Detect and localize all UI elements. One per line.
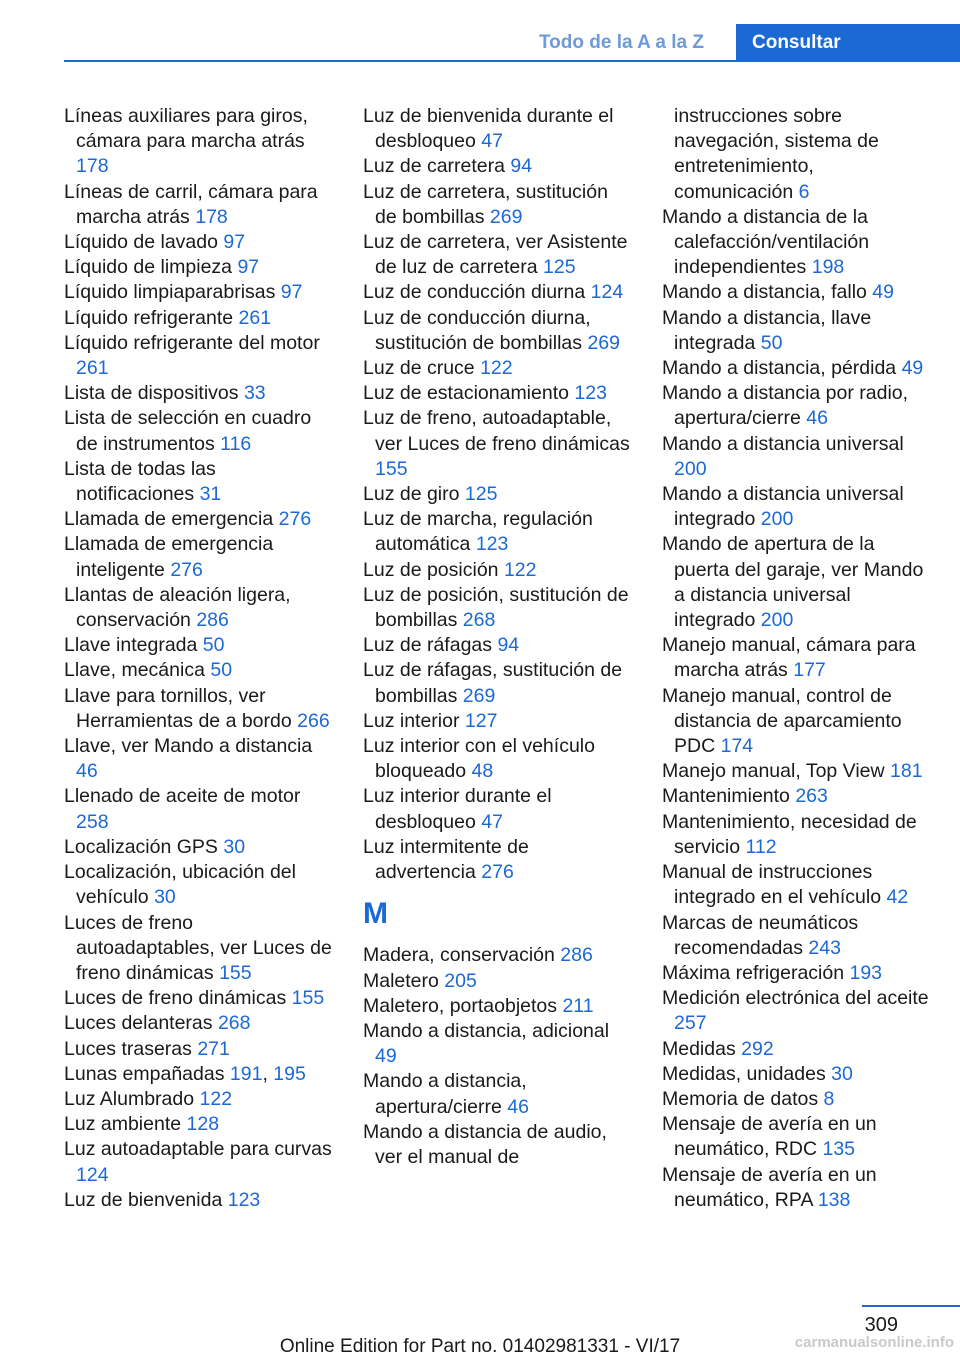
index-entry (363, 633, 635, 658)
index-column-3 (662, 104, 934, 1213)
entry-text: Luz de carretera, sustitución de bombillas (363, 180, 608, 228)
page-link[interactable]: 50 (760, 331, 783, 354)
page-link[interactable]: 181 (890, 760, 923, 783)
entry-text: Mando a distancia, apertura/cierre (363, 1070, 527, 1118)
entry-text: Líquido refrigerante del motor (64, 331, 320, 354)
entry-text: Localización, ubicación del vehículo (64, 861, 296, 909)
page-link[interactable]: 261 (76, 357, 109, 380)
page-link[interactable]: 257 (674, 1012, 707, 1035)
entry-text: Llave para tornillos, ver Herramientas de a bordo (64, 684, 292, 732)
index-entry (662, 1163, 934, 1213)
footer-rule (862, 1305, 960, 1307)
page-link[interactable]: 177 (793, 659, 826, 682)
entry-text: Luz autoadaptable para curvas (64, 1138, 332, 1161)
page-link[interactable]: 31 (199, 483, 222, 506)
entry-text: Mando a distancia, fallo (662, 281, 867, 304)
index-entry (64, 1112, 336, 1137)
index-entry (662, 759, 934, 784)
entry-text: Mantenimiento, necesidad de servicio (662, 810, 917, 858)
entry-text: Luz intermitente de advertencia (363, 835, 529, 884)
index-entry (363, 734, 635, 784)
index-entry (662, 280, 934, 305)
index-entry (662, 306, 934, 356)
index-entry (64, 507, 336, 532)
entry-text: Líquido de lavado (64, 231, 218, 254)
index-entry (363, 306, 635, 356)
entry-text: Luz interior (363, 709, 460, 732)
entry-text: Luz de conducción diurna (363, 281, 586, 304)
entry-text: Mando a distancia de audio, ver el manual de (363, 1120, 607, 1168)
page-link[interactable]: 122 (480, 357, 513, 380)
entry-text: Luces delanteras (64, 1012, 213, 1035)
page-link[interactable]: 30 (223, 835, 246, 858)
page-link[interactable]: 286 (560, 944, 593, 967)
entry-text: Luz de posición (363, 558, 499, 581)
page-link[interactable]: 46 (806, 407, 828, 430)
page-link[interactable]: 97 (237, 256, 260, 279)
index-entry-continued (662, 104, 934, 205)
index-entry (363, 356, 635, 381)
index-entry (363, 230, 635, 280)
page-link[interactable]: 123 (227, 1188, 261, 1211)
index-entry (363, 558, 635, 583)
page-link[interactable]: 195 (273, 1062, 306, 1085)
entry-text: Luz de posición, sustitución de bombillas (363, 583, 629, 632)
entry-text: Maletero, portaobjetos (363, 994, 558, 1017)
entry-text: Líneas auxiliares para giros, cámara para marcha atrás (64, 105, 308, 153)
edition-note: Online Edition for Part no. 01402981331 - VI/17 (279, 1336, 681, 1357)
page-link[interactable]: 49 (375, 1045, 397, 1068)
page-link[interactable]: 128 (186, 1113, 220, 1136)
index-entry (64, 658, 336, 683)
index-entry (64, 255, 336, 280)
entry-text: Manejo manual, cámara para marcha atrás (662, 634, 916, 682)
entry-text: Luz de carretera, ver Asistente de luz de carretera (363, 231, 628, 279)
entry-text: Manejo manual, Top View (662, 760, 885, 783)
index-entry (64, 381, 336, 406)
page-link[interactable]: 48 (471, 760, 494, 783)
page-link[interactable]: 261 (238, 306, 272, 329)
index-entry (363, 1069, 635, 1119)
entry-text: Luz de carretera (363, 155, 505, 178)
page-link[interactable]: 269 (587, 331, 620, 354)
page-link[interactable]: 266 (297, 709, 330, 732)
index-entry (64, 911, 336, 987)
page-link[interactable]: 30 (831, 1062, 853, 1085)
index-entry (64, 306, 336, 331)
entry-list (64, 104, 336, 1213)
entry-text: Mando a distancia universal (662, 432, 904, 455)
entry-text: Luces traseras (64, 1037, 192, 1060)
page-link[interactable]: 200 (760, 508, 794, 531)
page-link[interactable]: 155 (375, 457, 408, 480)
entry-text: Luces de freno autoadaptables, ver Luces de freno dinámicas (64, 911, 332, 984)
page-link[interactable]: 211 (562, 994, 594, 1017)
index-entry (662, 356, 934, 381)
page-link[interactable]: 124 (590, 281, 624, 304)
index-entry (662, 684, 934, 760)
index-entry (363, 280, 635, 305)
index-entry (363, 482, 635, 507)
page-link[interactable]: 122 (199, 1087, 233, 1110)
page-link[interactable]: 125 (543, 256, 576, 279)
page-link[interactable]: 263 (795, 785, 828, 808)
page-link[interactable]: 178 (195, 205, 228, 228)
page-link[interactable]: 200 (674, 457, 707, 480)
index-entry (363, 104, 635, 154)
index-entry (662, 432, 934, 482)
entry-text: Llamada de emergencia inteligente (64, 533, 274, 581)
entry-list (363, 104, 635, 885)
index-entry (64, 1188, 336, 1213)
index-entry (64, 1037, 336, 1062)
index-entry (363, 969, 635, 994)
page-link[interactable]: 258 (76, 810, 109, 833)
entry-text: Mando de apertura de la puerta del garaje, ver Mando a distancia universal integrado (662, 533, 924, 632)
entry-text: Mantenimiento (662, 785, 790, 808)
page-link[interactable]: 276 (278, 508, 312, 531)
page-link[interactable]: 123 (574, 382, 607, 405)
entry-text: Maletero (363, 969, 439, 992)
watermark: carmanualsonline.info (794, 1334, 954, 1351)
entry-text: Líquido limpiaparabrisas (64, 281, 276, 304)
index-entry (64, 104, 336, 180)
index-entry (363, 835, 635, 885)
index-entry (662, 381, 934, 431)
index-entry (64, 532, 336, 582)
page-link[interactable]: 112 (745, 835, 777, 858)
index-entry (662, 986, 934, 1036)
index-entry (363, 507, 635, 557)
page-link[interactable]: 191 (229, 1062, 263, 1085)
page-link[interactable]: 50 (202, 634, 225, 657)
index-entry (662, 482, 934, 532)
index-entry (363, 406, 635, 482)
index-entry (64, 734, 336, 784)
index-entry (64, 230, 336, 255)
entry-text: Llave, mecánica (64, 659, 205, 682)
entry-text: Lista de dispositivos (64, 382, 239, 405)
page-link[interactable]: 243 (808, 936, 841, 959)
entry-text: Mando a distancia, pérdida (662, 357, 897, 380)
entry-text: Luz de cruce (363, 357, 475, 380)
entry-text: Lista de selección en cuadro de instrumentos (64, 407, 312, 455)
index-entry (64, 583, 336, 633)
page-link[interactable]: 269 (489, 205, 523, 228)
entry-text: Mando a distancia universal integrado (662, 483, 904, 531)
page-link[interactable]: 49 (872, 281, 894, 304)
page-link[interactable]: 268 (217, 1012, 251, 1035)
entry-list (363, 943, 635, 1170)
page-link[interactable]: 138 (817, 1188, 851, 1211)
page-link[interactable]: 276 (170, 558, 203, 581)
entry-text: Lista de todas las notificaciones (64, 457, 216, 506)
entry-text: Líquido de limpieza (64, 256, 233, 279)
page-link[interactable]: 116 (220, 432, 252, 455)
index-entry (64, 1137, 336, 1187)
page-link[interactable]: 125 (464, 483, 498, 506)
page-link[interactable]: 6 (798, 180, 810, 203)
entry-text: Mando a distancia por radio, apertura/cierre (662, 382, 909, 430)
page-link[interactable]: 276 (481, 861, 514, 884)
page-link[interactable]: 123 (475, 533, 509, 556)
index-entry (363, 784, 635, 834)
entry-text: Lunas empañadas (64, 1062, 225, 1085)
entry-text: Llenado de aceite de motor (64, 785, 301, 808)
page-link[interactable]: 286 (196, 609, 229, 632)
header-rule (64, 60, 960, 62)
page-link[interactable]: 155 (291, 987, 325, 1010)
index-entry (662, 1037, 934, 1062)
index-entry (363, 180, 635, 230)
entry-text: Luz de conducción diurna, sustitución de bombillas (363, 306, 591, 354)
page-link[interactable]: 178 (76, 155, 109, 178)
entry-text: Luz interior con el vehículo bloqueado (363, 735, 595, 783)
entry-text: Llamada de emergencia (64, 508, 274, 531)
page-link[interactable]: 50 (210, 659, 233, 682)
index-entry (662, 1062, 934, 1087)
index-entry (662, 532, 934, 633)
index-entry (64, 835, 336, 860)
page-header (64, 24, 960, 62)
entry-text: Mensaje de avería en un neumático, RPA (662, 1163, 877, 1211)
page-link[interactable]: 174 (720, 735, 754, 758)
entry-text: Llantas de aleación ligera, conservación (64, 583, 291, 632)
page-link[interactable]: 33 (243, 382, 266, 405)
page-link[interactable]: 94 (497, 634, 520, 657)
entry-text: Mando a distancia, adicional (363, 1019, 610, 1042)
page-link[interactable]: 135 (822, 1138, 856, 1161)
entry-text: Luces de freno dinámicas (64, 987, 287, 1010)
entry-text: Mando a distancia de la calefacción/ventilación independientes (662, 205, 870, 279)
index-entry (363, 994, 635, 1019)
section-tab[interactable]: Todo de la A a la Z (538, 32, 704, 53)
page-link[interactable]: 42 (886, 886, 909, 909)
page-link[interactable]: 271 (197, 1037, 230, 1060)
page-link[interactable]: 97 (223, 231, 246, 254)
index-entry (64, 1011, 336, 1036)
index-entry (363, 381, 635, 406)
entry-list (662, 104, 934, 1213)
index-entry (363, 943, 635, 968)
entry-text: Marcas de neumáticos recomendadas (662, 911, 859, 959)
chapter-tab[interactable]: Consultar (736, 24, 960, 62)
entry-text: Mando a distancia, llave integrada (662, 306, 872, 354)
entry-text: Luz de bienvenida (64, 1188, 223, 1211)
page-link[interactable]: 46 (507, 1095, 529, 1118)
index-entry (64, 280, 336, 305)
page-link[interactable]: 198 (811, 256, 845, 279)
page-link[interactable]: 94 (510, 155, 533, 178)
page-link[interactable]: 124 (76, 1163, 109, 1186)
index-column-1 (64, 104, 336, 1213)
index-entry (363, 658, 635, 708)
entry-text: Medición electrónica del aceite (662, 987, 929, 1010)
page-link[interactable]: 47 (481, 810, 503, 833)
page-link[interactable]: 49 (901, 357, 924, 380)
page-link[interactable]: 268 (462, 609, 496, 632)
page-link[interactable]: 97 (280, 281, 303, 304)
page-link[interactable]: 193 (849, 961, 883, 984)
entry-text: Luz ambiente (64, 1113, 182, 1136)
index-entry (64, 1087, 336, 1112)
entry-text: Luz de freno, autoadaptable, ver Luces de freno dinámicas (363, 407, 630, 455)
entry-text: Máxima refrigeración (662, 961, 845, 984)
entry-text: Luz de bienvenida durante el desbloqueo (363, 105, 614, 153)
entry-text: Luz interior durante el desbloqueo (363, 785, 552, 833)
index-entry (662, 633, 934, 683)
index-entry (64, 986, 336, 1011)
page-link[interactable]: 8 (823, 1087, 835, 1110)
page-link[interactable]: 122 (503, 558, 537, 581)
entry-text: Localización GPS (64, 835, 218, 858)
index-entry (363, 709, 635, 734)
entry-text: Medidas (662, 1037, 736, 1060)
page-link[interactable]: 269 (462, 684, 496, 707)
entry-text: Luz de estacionamiento (363, 382, 569, 405)
entry-text: Manejo manual, control de distancia de aparcamiento PDC (662, 684, 902, 758)
index-entry (363, 154, 635, 179)
index-entry (662, 1112, 934, 1162)
index-entry (662, 860, 934, 910)
page-link[interactable]: 46 (76, 760, 98, 783)
entry-text: Luz de ráfagas, sustitución de bombillas (363, 659, 623, 707)
index-entry (64, 331, 336, 381)
letter-heading: M (363, 897, 388, 931)
index-entry (64, 784, 336, 834)
index-entry (64, 633, 336, 658)
index-entry (662, 784, 934, 809)
index-entry (64, 860, 336, 910)
page-link[interactable]: 292 (741, 1037, 774, 1060)
index-entry (363, 583, 635, 633)
index-entry (662, 961, 934, 986)
index-entry: Lunas empañadas 191, 195 (64, 1062, 306, 1085)
entry-text: Memoria de datos (662, 1087, 819, 1110)
index-entry (363, 1120, 635, 1170)
page-link[interactable]: 127 (464, 709, 498, 732)
page-link[interactable]: 200 (760, 609, 794, 632)
entry-text: Líquido refrigerante (64, 306, 234, 329)
entry-text: Luz Alumbrado (64, 1087, 195, 1110)
index-entry (363, 1019, 635, 1069)
index-entry (64, 406, 336, 456)
entry-text: Mensaje de avería en un neumático, RDC (662, 1113, 877, 1161)
index-entry (662, 911, 934, 961)
entry-text: Madera, conservación (363, 944, 555, 967)
entry-text: Luz de marcha, regulación automática (363, 508, 593, 556)
entry-text: Llave, ver Mando a distancia (64, 735, 313, 758)
page-link[interactable]: 155 (219, 961, 252, 984)
entry-text: Líneas de carril, cámara para marcha atrás (64, 180, 318, 228)
page-number: 309 (864, 1314, 898, 1336)
index-entry (662, 205, 934, 281)
index-entry (662, 1087, 934, 1112)
page-link[interactable]: 47 (481, 130, 503, 153)
entry-text: Llave integrada (64, 634, 198, 657)
entry-text: instrucciones sobre navegación, sistema de entretenimiento, comunicación (674, 105, 879, 203)
index-entry (64, 684, 336, 734)
page-link[interactable]: 30 (154, 886, 176, 909)
index-entry (662, 810, 934, 860)
entry-text: Luz de giro (363, 483, 460, 506)
page-link[interactable]: 205 (444, 969, 477, 992)
entry-text: Medidas, unidades (662, 1062, 826, 1085)
entry-text: Manual de instrucciones integrado en el vehículo (662, 861, 882, 909)
index-entry (64, 180, 336, 230)
index-column-2 (363, 104, 635, 1170)
entry-text: Luz de ráfagas (363, 634, 493, 657)
index-entry (64, 457, 336, 507)
